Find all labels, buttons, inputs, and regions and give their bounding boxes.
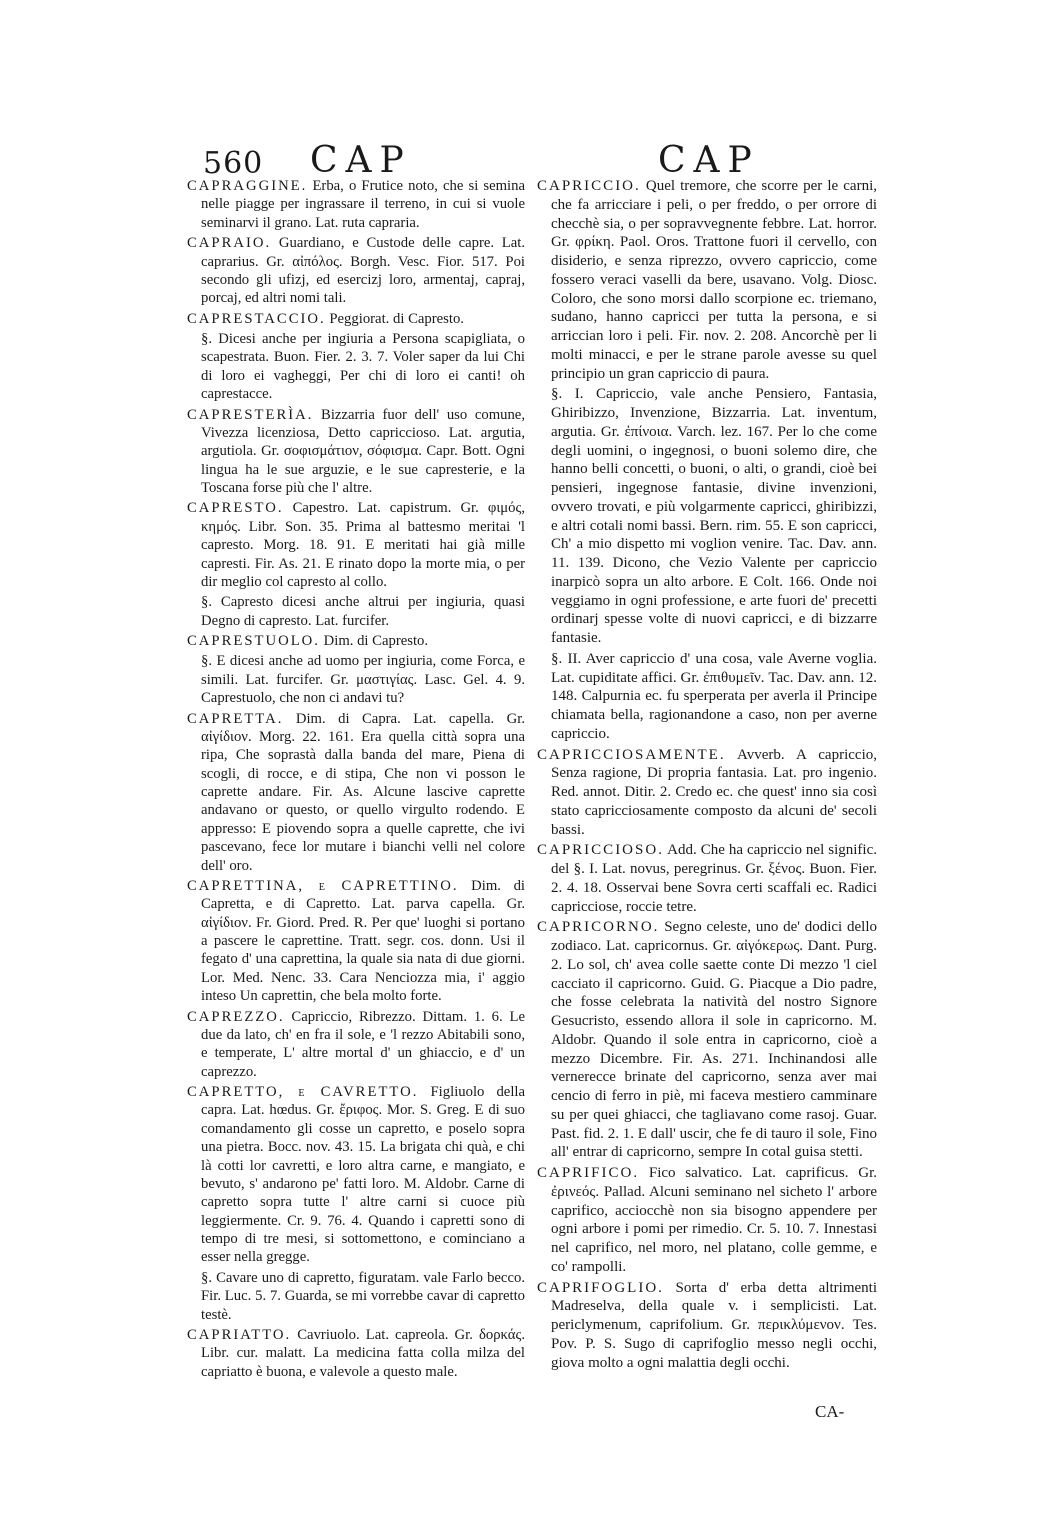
left-column xyxy=(187,177,525,1383)
entry-text: Fico salvatico. Lat. caprificus. Gr. ἐρινεός. Pallad. Alcuni seminano nel sicheto l' arbore caprifico, acciocchè non sia bisogno appendere per ogni arbore i pomi per rimedio. Cr. 5. 10. 7. Innestasi nel caprifico, nel moro, nel platano, colle gemme, e co' rampolli. xyxy=(551,1165,878,1275)
entry-text: Capestro. Lat. capistrum. Gr. φιμός, κημός. Libr. Son. 35. Prima al battesmo meritai 'l capresto. Morg. 18. 91. E meritati hai già mille capresti. Fir. As. 21. E rinato dopo la morte mia, o per dir meglio col capresto al collo. xyxy=(201,500,525,590)
dictionary-entry xyxy=(187,177,525,232)
entry-text: §. Dicesi anche per ingiuria a Persona scapigliata, o scapestrata. Buon. Fier. 2. 3. 7. Voler saper da lui Chi di loro ei vagheggi, Per chi di loro ei canti! oh caprestacce. xyxy=(201,331,525,403)
headword: CAPRAGGINE. xyxy=(187,178,308,194)
entry-text: §. I. Capriccio, vale anche Pensiero, Fantasia, Ghiribizzo, Invenzione, Bizzarria. Lat. inventum, argutia. Gr. ἐπίνοια. Varch. lez. 167. Per lo che come degli uomini, o ingegnosi, o buoni solemo dire, che hanno belli concetti, o buoni, o alti, o grandi, cioè bei pensieri, ingegnose fantasie, divine invenzioni, ovvero trovati, e più volgarmente capricci, ghiribizzi, e altri cotali nomi bassi. Bern. rim. 55. E son capricci, Ch' a mio dispetto mi voglion venire. Tac. Dav. ann. 11. 139. Dicono, che Vezio Valente per capriccio inarpicò sopra un alto arbore. E Colt. 166. Onde noi veggiamo in ogni professione, e arte fuori de' precetti ordinarj spesse volte di nuovi capricci, e di bizzarre fantasie. xyxy=(551,386,877,646)
dictionary-entry xyxy=(537,1279,877,1373)
headword: CAPRETTINA, e CAPRETTINO. xyxy=(187,877,459,894)
headword: CAPRIATTO. xyxy=(187,1326,292,1343)
headword: CAPREZZO. xyxy=(187,1008,285,1025)
dictionary-entry xyxy=(537,918,877,1162)
entry-text: §. Cavare uno di capretto, figuratam. vale Farlo becco. Fir. Luc. 5. 7. Guarda, se mi vorrebbe cavar di capretto testè. xyxy=(201,1269,525,1323)
entry-text: Sorta d' erba detta altrimenti Madreselva, della quale v. i semplicisti. Lat. periclymenum, caprifolium. Gr. περικλύμενον. Tes. Pov. P. S. Sugo di caprifoglio messo negli occhi, giova molto a ogni malattia degli occhi. xyxy=(551,1279,877,1371)
entry-subsense xyxy=(187,652,525,707)
entry-subsense xyxy=(187,330,525,404)
headword: CAPRETTA. xyxy=(187,710,284,727)
entry-text: Dim. di Capra. Lat. capella. Gr. αἰγίδιον. Morg. 22. 161. Era quella città sopra una ripa, Che soprastà dalla banda del mare, Piena di scogli, di rocce, e di stipa, Che non vi posson le caprette andare. Fir. As. Alcune lascive caprette andavano or questo, or quello virgulto rodendo. E appresso: E piovendo sopra a quelle caprette, che ivi pascevano, fece lor mutare i bianchi velli nel colore dell' oro. xyxy=(201,710,525,874)
dictionary-entry xyxy=(187,1008,525,1082)
entry-text: Guardiano, e Custode delle capre. Lat. caprarius. Gr. αἰπόλος. Borgh. Vesc. Fior. 517. Poi secondo gli ufizj, ed esercizj loro, armentaj, capraj, porcaj, ed altri nomi tali. xyxy=(201,235,526,307)
dictionary-entry xyxy=(187,1083,525,1267)
entry-text: §. Capresto dicesi anche altrui per ingiuria, quasi Degno di capresto. Lat. furcifer. xyxy=(201,594,525,629)
headword: CAPRICCIOSAMENTE. xyxy=(537,746,726,763)
headword: CAPRICCIO. xyxy=(537,178,641,194)
running-header-left: CAP xyxy=(310,140,412,181)
entry-text: Dim. di Capresto. xyxy=(323,633,429,649)
entry-subsense xyxy=(187,1269,525,1324)
dictionary-entry xyxy=(187,710,525,875)
entry-subsense xyxy=(537,650,877,744)
headword: CAPRICCIOSO. xyxy=(537,842,664,859)
entry-text: §. E dicesi anche ad uomo per ingiuria, come Forca, e simili. Lat. furcifer. Gr. μαστιγίας. Lasc. Gel. 4. 9. Caprestuolo, che non ci andavi tu? xyxy=(201,653,525,707)
entry-text: Add. Che ha capriccio nel signific. del §. I. Lat. novus, peregrinus. Gr. ξένος. Buon. Fier. 2. 4. 18. Osservai bene Sovra certi scaffali ec. Radici capricciose, roccie tetre. xyxy=(551,842,877,915)
right-column xyxy=(537,177,877,1374)
entry-text: Erba, o Frutice noto, che si semina nelle piagge per ingrassare il terreno, in cui si vuole seminarvi il grano. Lat. ruta capraria. xyxy=(201,178,525,231)
headword: CAPRESTUOLO. xyxy=(187,633,320,649)
entry-subsense xyxy=(537,385,877,648)
entry-text: Peggiorat. di Capresto. xyxy=(329,310,464,327)
entry-text: Avverb. A capriccio, Senza ragione, Di propria fantasia. Lat. pro ingenio. Red. annot. Ditir. 2. Credo ec. che quest' inno sia così stato capricciosamente composto da alcuni de' secoli bassi. xyxy=(551,746,877,838)
dictionary-entry xyxy=(537,177,877,383)
entry-text: §. II. Aver capriccio d' una cosa, vale Averne voglia. Lat. cupiditate affici. Gr. ἐπιθυμεῖν. Tac. Dav. ann. 12. 148. Calpurnia ec. fu sperperata per averla il Principe chiamata bella, ragionandone a caso, non per averne capriccio. xyxy=(551,650,877,742)
dictionary-entry xyxy=(187,1326,525,1381)
dictionary-entry xyxy=(537,841,877,916)
dictionary-entry xyxy=(537,1164,877,1277)
dictionary-entry xyxy=(187,234,525,308)
headword: CAPRAIO. xyxy=(187,235,272,252)
running-header-right: CAP xyxy=(658,140,760,181)
dictionary-entry xyxy=(187,406,525,498)
entry-text: Bizzarria fuor dell' uso comune, Vivezza licenziosa, Detto capriccioso. Lat. argutia, argutiola. Gr. σοφισμάτιον, σόφισμα. Capr. Bott. Ogni lingua ha le sue arguzie, e le sue capresterie, e la Toscana forse più che l' altre. xyxy=(201,406,525,496)
dictionary-entry xyxy=(187,499,525,591)
headword: CAPRESTO. xyxy=(187,500,284,517)
entry-text: Cavriuolo. Lat. capreola. Gr. δορκάς. Libr. cur. malatt. La medicina fatta colla milza del capriatto è buona, e valevole a questo male. xyxy=(201,1326,525,1380)
dictionary-entry xyxy=(187,310,525,328)
headword: CAPRIFOGLIO. xyxy=(537,1279,664,1296)
headword: CAPRIFICO. xyxy=(537,1165,640,1181)
entry-text: Quel tremore, che scorre per le carni, che fa arricciare i peli, o per freddo, o per orrore di checchè sia, o per sopravvegnente febbre. Lat. horror. Gr. φρίκη. Paol. Oros. Trattone fuori il cervello, con disiderio, e senza riprezzo, ovvero capriccio, come fossero veraci vaselli da bere, usavano. Volg. Diosc. Coloro, che sono morsi dallo scorpione ec. triemano, sudano, hanno capricci per tutta la persona, e si arriccian loro i peli. Fir. nov. 2. 208. Ancorchè per li molti minacci, e per le strane parole avesse su quel principio un gran capriccio di paura. xyxy=(551,178,878,382)
page-number: 560 xyxy=(203,146,264,181)
headword: CAPRICORNO. xyxy=(537,919,660,936)
entry-text: Figliuolo della capra. Lat. hœdus. Gr. ἔριφος. Mor. S. Greg. E di suo comandamento gli cosse un capretto, e poselo sopra una pietra. Bocc. nov. 43. 15. La brigata chi quà, e chi là cotti lor cavretti, e loro altra carne, e mangiato, e bevuto, s' andarono pe' fatti loro. M. Aldobr. Carne di capretto sopra tutte l' altre carni si cuoce più leggiermente. Cr. 9. 76. 4. Quando i capretti sono di tempo di tre mesi, si sottomettono, e cominciano a esser nella gregge. xyxy=(201,1084,526,1266)
entry-text: Segno celeste, uno de' dodici dello zodiaco. Lat. capricornus. Gr. αἰγόκερως. Dant. Purg. 2. Lo sol, ch' avea colle saette conte Di mezzo 'l ciel cacciato il capricorno. Guid. G. Piacque a Dio padre, che fosse celebrata la natività del nostro Signore Gesucristo, essendo allora il sole in capricorno. M. Aldobr. Quando il sole entra in capricorno, cioè a mezzo Dicembre. Fir. As. 271. Inchinandosi alle vernerecce brinate del capricorno, senza aver mai cencio di ferro in piè, mi faceva mestiero camminare su per quei ghiacci, che tagliavano come rasoj. Guar. Past. fid. 2. 1. E dall' uscir, che fe di tauro il sole, Fino all' entrar di capricorno, sempre In cotal guisa stetti. xyxy=(551,919,877,1161)
entry-text: Dim. di Capretta, e di Capretto. Lat. parva capella. Gr. αἰγίδιον. Fr. Giord. Pred. R. Per que' luoghi si portano a pascere le caprettine. Tratt. segr. cos. donn. Usi il fegato d' una caprettina, la quale sia nata di due giorni. Lor. Med. Nenc. 33. Cara Nenciozza mia, i' aggio inteso Un caprettin, che bela molto forte. xyxy=(201,877,526,1005)
headword: CAPRESTERÌA. xyxy=(187,406,314,423)
dictionary-entry xyxy=(187,632,525,650)
catchword: CA- xyxy=(815,1402,845,1421)
dictionary-entry xyxy=(187,877,525,1006)
dictionary-entry xyxy=(537,746,877,840)
headword: CAPRETTO, e CAVRETTO. xyxy=(187,1084,419,1100)
entry-subsense xyxy=(187,593,525,630)
headword: CAPRESTACCIO. xyxy=(187,310,326,327)
entry-text: Capriccio, Ribrezzo. Dittam. 1. 6. Le due da lato, ch' en fra il sole, e 'l rezzo Abitabili sono, e temperate, L' altre mortal d' un ghiaccio, e d' un caprezzo. xyxy=(201,1008,526,1080)
